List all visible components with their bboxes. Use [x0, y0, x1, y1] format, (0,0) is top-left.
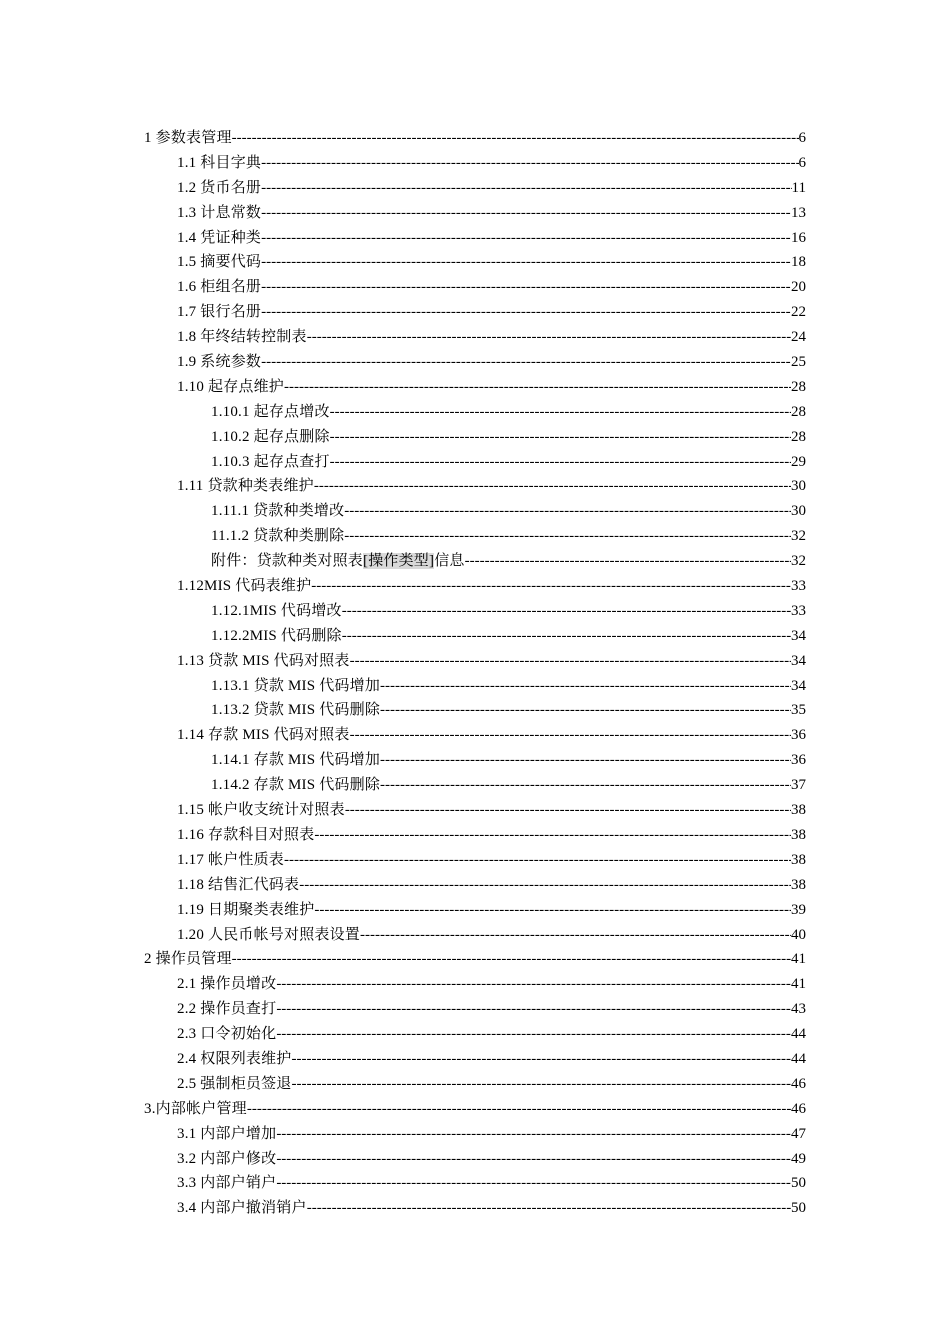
toc-entry-title: 1.18 结售汇代码表 [177, 876, 300, 893]
toc-leader [314, 474, 791, 499]
toc-entry[interactable] [0, 873, 950, 898]
toc-entry[interactable] [0, 1097, 950, 1122]
toc-leader [299, 873, 791, 898]
toc-page-number: 30 [791, 478, 806, 495]
toc-leader [350, 723, 791, 748]
toc-leader [360, 923, 791, 948]
toc-page-number: 29 [791, 453, 806, 470]
toc-page-number: 38 [791, 826, 806, 843]
toc-entry-title: 3.2 内部户修改 [177, 1150, 277, 1167]
toc-entry-title: 3.4 内部户撤消销户 [177, 1200, 307, 1217]
toc-leader [276, 1122, 791, 1147]
toc-entry[interactable] [0, 1122, 950, 1147]
toc-page-number: 46 [791, 1100, 806, 1117]
toc-page-number: 6 [798, 154, 806, 171]
toc-leader [330, 450, 791, 475]
toc-page-number: 44 [791, 1050, 806, 1067]
toc-entry-title: 1.16 存款科目对照表 [177, 826, 315, 843]
toc-entry[interactable] [0, 425, 950, 450]
toc-leader [342, 624, 791, 649]
toc-entry[interactable] [0, 1196, 950, 1221]
toc-page-number: 47 [791, 1125, 806, 1142]
toc-page-number: 43 [791, 1001, 806, 1018]
toc-entry-title: 2.5 强制柜员签退 [177, 1075, 292, 1092]
toc-page-number: 34 [791, 652, 806, 669]
toc-leader [292, 1072, 791, 1097]
toc-entry[interactable] [0, 798, 950, 823]
toc-leader [350, 649, 791, 674]
toc-entry-title: 11.1.2 贷款种类删除 [211, 528, 345, 545]
toc-leader [232, 947, 791, 972]
toc-leader [276, 1022, 791, 1047]
toc-entry-title: 1.10.1 起存点增改 [211, 403, 330, 420]
toc-leader [330, 425, 791, 450]
toc-entry[interactable] [0, 1147, 950, 1172]
toc-page-number: 35 [791, 702, 806, 719]
toc-entry[interactable] [0, 1022, 950, 1047]
toc-leader [307, 325, 791, 350]
toc-entry-title: 1.12.2MIS 代码删除 [211, 627, 342, 644]
toc-entry-title [211, 549, 465, 574]
toc-entry[interactable] [0, 574, 950, 599]
toc-leader [261, 350, 791, 375]
toc-leader [261, 300, 791, 325]
toc-leader [344, 524, 791, 549]
toc-page-number: 28 [791, 428, 806, 445]
toc-entry[interactable] [0, 997, 950, 1022]
table-of-contents [0, 126, 950, 1221]
toc-entry[interactable] [0, 972, 950, 997]
toc-entry-title-prefix: 附件：贷款种类对照表 [211, 553, 364, 570]
toc-entry-title: 1.10.3 起存点查打 [211, 453, 330, 470]
toc-page-number: 39 [791, 901, 806, 918]
toc-leader [345, 798, 791, 823]
toc-entry[interactable] [0, 250, 950, 275]
toc-page-number: 13 [791, 204, 806, 221]
toc-page-number: 34 [791, 627, 806, 644]
toc-entry[interactable] [0, 599, 950, 624]
toc-page-number: 16 [791, 229, 806, 246]
toc-entry[interactable] [0, 499, 950, 524]
toc-page-number: 36 [791, 752, 806, 769]
toc-entry-title: 1.8 年终结转控制表 [177, 329, 307, 346]
toc-entry[interactable] [0, 1072, 950, 1097]
toc-page-number: 33 [791, 578, 806, 595]
toc-leader [261, 151, 798, 176]
toc-page-number: 30 [791, 503, 806, 520]
toc-entry[interactable] [0, 275, 950, 300]
toc-entry[interactable] [0, 226, 950, 251]
toc-entry[interactable] [0, 773, 950, 798]
toc-entry-title: 1.3 计息常数 [177, 204, 262, 221]
toc-entry[interactable] [0, 848, 950, 873]
toc-entry-title: 1.14.2 存款 MIS 代码删除 [211, 777, 381, 794]
toc-page-number: 34 [791, 677, 806, 694]
toc-entry[interactable] [0, 898, 950, 923]
toc-entry-title: 1.7 银行名册 [177, 304, 262, 321]
toc-entry-title: 1.14 存款 MIS 代码对照表 [177, 727, 350, 744]
toc-leader [261, 201, 791, 226]
toc-page-number: 50 [791, 1200, 806, 1217]
toc-leader [380, 773, 791, 798]
toc-leader [247, 1097, 791, 1122]
toc-page-number: 41 [791, 951, 806, 968]
toc-page-number: 37 [791, 777, 806, 794]
toc-leader [284, 848, 791, 873]
toc-page-number: 50 [791, 1175, 806, 1192]
toc-entry[interactable] [0, 624, 950, 649]
toc-entry[interactable] [0, 375, 950, 400]
toc-leader [261, 275, 791, 300]
toc-leader [292, 1047, 791, 1072]
toc-leader [284, 375, 791, 400]
toc-entry[interactable] [0, 400, 950, 425]
toc-page-number: 33 [791, 602, 806, 619]
toc-entry-title: 3.1 内部户增加 [177, 1125, 277, 1142]
toc-page-number: 32 [791, 553, 806, 570]
toc-page-number: 44 [791, 1026, 806, 1043]
toc-leader [276, 1147, 791, 1172]
toc-entry-title-highlight: [操作类型] [363, 553, 435, 570]
toc-leader [276, 997, 791, 1022]
toc-entry-title: 1.6 柜组名册 [177, 279, 262, 296]
toc-entry-title: 1.17 帐户性质表 [177, 851, 285, 868]
toc-entry-title: 1.1 科目字典 [177, 154, 262, 171]
toc-entry-title: 1.15 帐户收支统计对照表 [177, 802, 345, 819]
toc-entry[interactable] [0, 151, 950, 176]
toc-leader [311, 574, 791, 599]
toc-page-number: 40 [791, 926, 806, 943]
toc-page-number: 49 [791, 1150, 806, 1167]
toc-entry-title: 1.14.1 存款 MIS 代码增加 [211, 752, 381, 769]
toc-page-number: 6 [798, 130, 806, 146]
toc-entry[interactable] [0, 674, 950, 699]
toc-page-number: 18 [791, 254, 806, 271]
toc-entry[interactable] [0, 723, 950, 748]
toc-page-number: 32 [791, 528, 806, 545]
toc-entry-title: 1.19 日期聚类表维护 [177, 901, 315, 918]
toc-page-number: 28 [791, 378, 806, 395]
toc-entry[interactable] [0, 823, 950, 848]
toc-entry-title: 1.5 摘要代码 [177, 254, 262, 271]
toc-page-number: 25 [791, 354, 806, 371]
toc-entry[interactable] [0, 450, 950, 475]
toc-entry-title: 2 操作员管理 [144, 951, 232, 968]
toc-leader [307, 1196, 791, 1221]
toc-entry-title: 1.9 系统参数 [177, 354, 262, 371]
toc-page-number: 46 [791, 1075, 806, 1092]
toc-leader [380, 698, 791, 723]
toc-entry-title: 1.10 起存点维护 [177, 378, 285, 395]
toc-leader [344, 499, 791, 524]
toc-page-number: 24 [791, 329, 806, 346]
toc-entry-title-suffix: 信息 [434, 553, 465, 570]
toc-entry-title: 1.12.1MIS 代码增改 [211, 602, 342, 619]
toc-leader [261, 176, 791, 201]
toc-entry[interactable] [0, 649, 950, 674]
toc-entry[interactable] [0, 524, 950, 549]
toc-leader [342, 599, 791, 624]
toc-entry[interactable] [0, 698, 950, 723]
toc-entry-title: 1.11 贷款种类表维护 [177, 478, 314, 495]
toc-leader [330, 400, 791, 425]
toc-entry[interactable] [0, 325, 950, 350]
toc-entry[interactable] [0, 947, 950, 972]
toc-page-number: 20 [791, 279, 806, 296]
toc-leader [261, 250, 791, 275]
toc-entry[interactable] [0, 923, 950, 948]
toc-entry[interactable] [0, 474, 950, 499]
toc-entry[interactable] [0, 1047, 950, 1072]
toc-entry-title: 1.11.1 贷款种类增改 [211, 503, 345, 520]
toc-entry[interactable] [0, 350, 950, 375]
toc-entry-title: 1 参数表管理 [144, 130, 232, 146]
toc-page-number: 36 [791, 727, 806, 744]
toc-leader [380, 748, 791, 773]
toc-entry-title: 1.13.1 贷款 MIS 代码增加 [211, 677, 381, 694]
toc-leader [276, 1171, 791, 1196]
toc-entry[interactable] [0, 300, 950, 325]
toc-entry-title: 1.2 货币名册 [177, 179, 262, 196]
toc-entry-title: 1.4 凭证种类 [177, 229, 262, 246]
toc-page-number: 38 [791, 802, 806, 819]
toc-entry-title: 2.3 口令初始化 [177, 1026, 277, 1043]
toc-page-number: 38 [791, 851, 806, 868]
toc-leader [276, 972, 791, 997]
toc-entry-title: 1.12MIS 代码表维护 [177, 578, 312, 595]
toc-entry[interactable] [0, 549, 950, 574]
toc-entry-title: 3.内部帐户管理 [144, 1100, 247, 1117]
toc-entry-title: 1.13.2 贷款 MIS 代码删除 [211, 702, 381, 719]
toc-entry-title: 2.1 操作员增改 [177, 976, 277, 993]
toc-entry-title: 3.3 内部户销户 [177, 1175, 277, 1192]
toc-leader [232, 126, 799, 151]
toc-entry-title: 2.2 操作员查打 [177, 1001, 277, 1018]
toc-leader [314, 898, 791, 923]
toc-leader [465, 549, 791, 574]
toc-entry-title: 2.4 权限列表维护 [177, 1050, 292, 1067]
toc-entry[interactable] [0, 201, 950, 226]
toc-entry[interactable] [0, 176, 950, 201]
toc-leader [314, 823, 791, 848]
toc-page-number: 22 [791, 304, 806, 321]
toc-entry-title: 1.20 人民币帐号对照表设置 [177, 926, 361, 943]
toc-page-number: 38 [791, 876, 806, 893]
toc-page-number: 28 [791, 403, 806, 420]
toc-entry-title: 1.10.2 起存点删除 [211, 428, 330, 445]
toc-leader [261, 226, 791, 251]
toc-leader [380, 674, 791, 699]
toc-page-number: 41 [791, 976, 806, 993]
toc-entry-title: 1.13 贷款 MIS 代码对照表 [177, 652, 350, 669]
toc-entry[interactable] [0, 1171, 950, 1196]
toc-page-number: 11 [791, 179, 806, 196]
toc-entry[interactable] [0, 748, 950, 773]
toc-entry[interactable] [0, 126, 950, 151]
